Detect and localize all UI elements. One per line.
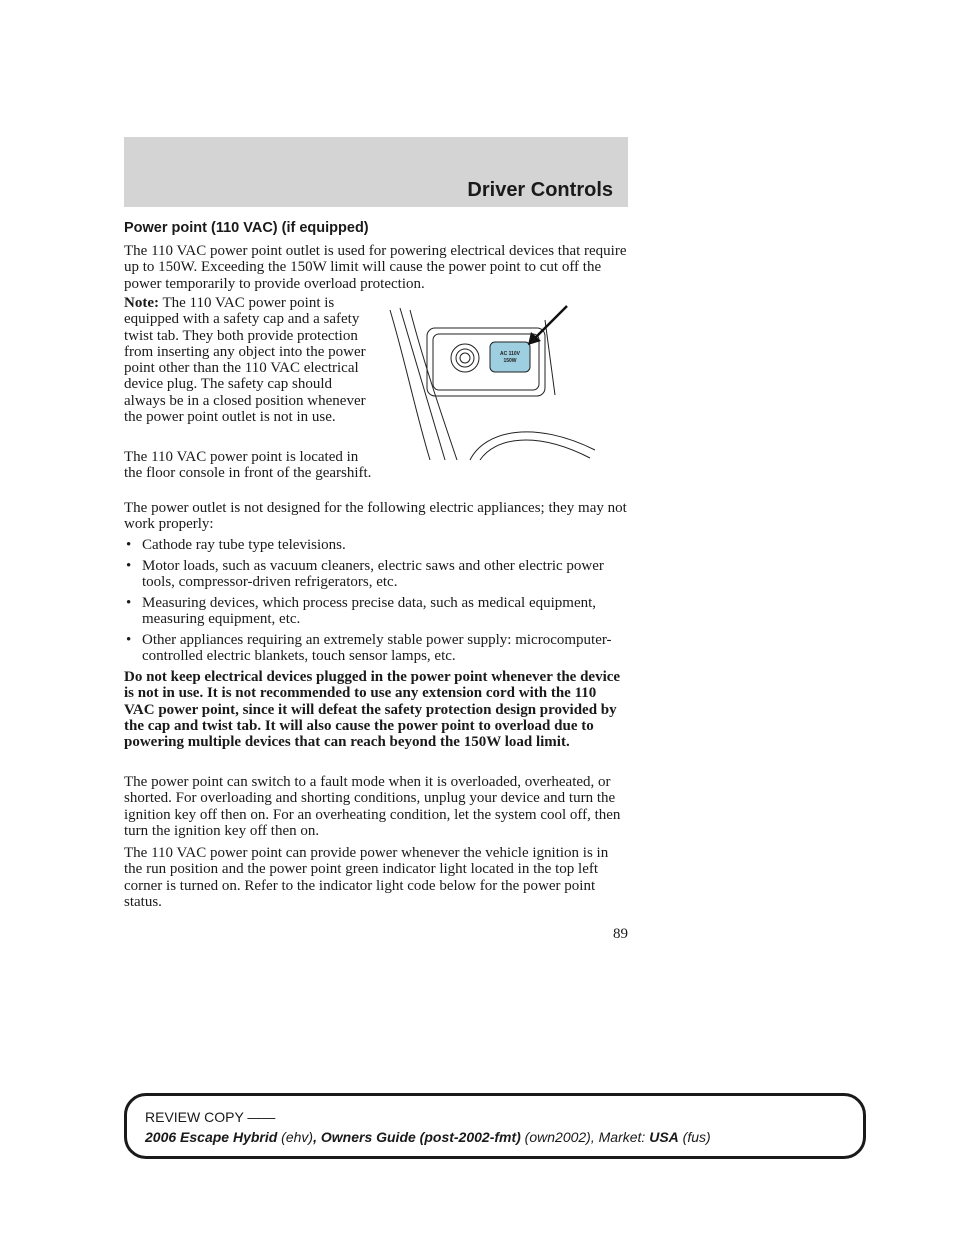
outlet-cap — [490, 342, 530, 372]
outlet-label-line1: AC 110V — [499, 351, 521, 357]
bullet-icon: • — [126, 537, 132, 553]
power-point-illustration — [385, 300, 600, 462]
outlet-label-line2: 150W — [503, 358, 517, 364]
intro-paragraph: The 110 VAC power point outlet is used for powering electrical devices that require up to 150W. Exceeding the 150W limit will cause the power point to cut off the power temporarily to provide overload protection. — [124, 243, 627, 292]
bullet-icon: • — [126, 594, 132, 611]
location-paragraph: The 110 VAC power point is located in the floor console in front of the gearshift. — [124, 449, 372, 482]
page-number: 89 — [613, 926, 628, 942]
bullet-icon: • — [126, 631, 132, 648]
list-item: • Motor loads, such as vacuum cleaners, electric saws and other electric power tools, compressor-driven refrigerators, etc. — [126, 557, 604, 591]
list-item: • Other appliances requiring an extremely stable power supply: microcomputer-controlled electric blankets, touch sensor lamps, etc. — [126, 631, 612, 665]
power-provide-paragraph: The 110 VAC power point can provide power whenever the vehicle ignition is in the run position and the power point green indicator light located in the top left corner is turned on. Refer to the indicator light code below for the power point status. — [124, 845, 609, 910]
chapter-title: Driver Controls — [467, 179, 613, 201]
section-title: Power point (110 VAC) (if equipped) — [124, 220, 369, 236]
document-info: 2006 Escape Hybrid (ehv), Owners Guide (post-2002-fmt) (own2002), Market: USA (fus) — [145, 1129, 711, 1145]
list-item: • Measuring devices, which process precise data, such as medical equipment, measuring equipment, etc. — [126, 594, 597, 628]
note-paragraph — [124, 295, 374, 425]
note-text: The 110 VAC power point is equipped with a safety cap and a safety twist tab. They both provide protection from inserting any object into the power point other than the 110 VAC electrical device plug. The safety cap should always be in a closed position whenever the power point outlet is not in use. — [124, 295, 366, 426]
warning-paragraph: Do not keep electrical devices plugged in the power point whenever the device is not in use. It is not recommended to use any extension cord with the 110 VAC power point, since it will defeat the safety protection design provided by the cap and twist tab. It will also cause the power point to overload due to powering multiple devices that can reach beyond the 150W load limit. — [124, 669, 621, 751]
list-item: • Cathode ray tube type televisions. — [126, 537, 346, 553]
not-designed-paragraph: The power outlet is not designed for the following electric appliances; they may not work properly: — [124, 500, 627, 533]
review-copy-label: REVIEW COPY —— — [145, 1109, 276, 1125]
fault-mode-paragraph: The power point can switch to a fault mode when it is overloaded, overheated, or shorted. For overloading and shorting conditions, unplug your device and turn the ignition key off then on. For an overheating condition, let the system cool off, then turn the ignition key off then on. — [124, 774, 621, 839]
header-band — [124, 137, 628, 207]
appliance-list — [124, 537, 628, 669]
note-label: Note: — [124, 295, 159, 311]
review-footer — [124, 1093, 866, 1159]
bullet-icon: • — [126, 557, 132, 574]
